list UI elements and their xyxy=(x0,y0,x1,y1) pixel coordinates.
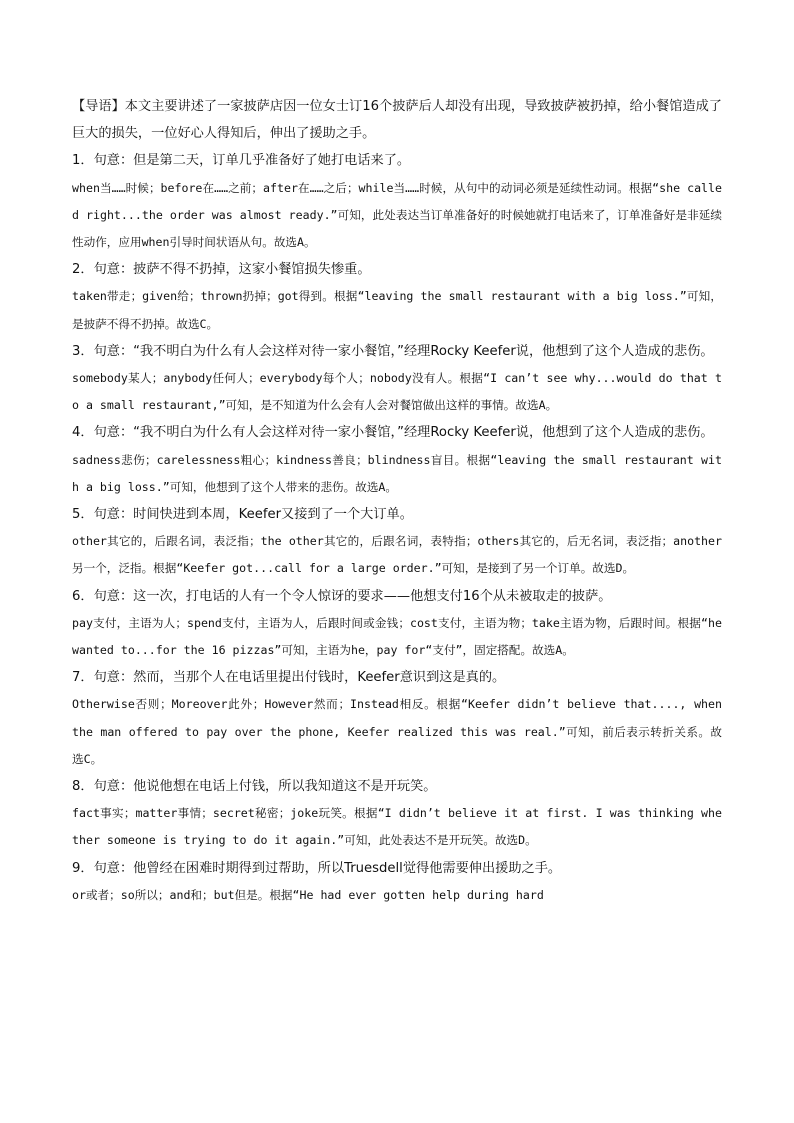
question-4: 4．句意：“我不明白为什么有人会这样对待一家小餐馆，”经理Rocky Keefer说，他想到了这个人造成的悲伤。 xyxy=(72,425,714,441)
analysis-8: fact事实；matter事情；secret秘密；joke玩笑。根据“I didn’t believe it at first. I was thinking whether someone is trying to do it again.”可知，此处表达不是开玩笑。故选D。 xyxy=(72,806,722,848)
analysis-9: or或者；so所以；and和；but但是。根据“He had ever gotten help during hard xyxy=(72,887,544,902)
analysis-1: when当……时候；before在……之前；after在……之后；while当……时候，从句中的动词必须是延续性动词。根据“she called right...the order was almost ready.”可知，此处表达当订单准备好的时候她就打电话来了，订单准备好是非延续性动作，应用when引导时间状语从句。故选A。 xyxy=(72,180,722,250)
analysis-3: somebody某人；anybody任何人；everybody每个人；nobody没有人。根据“I can’t see why...would do that to a small restaurant,”可知，是不知道为什么会有人会对餐馆做出这样的事情。故选A。 xyxy=(72,371,722,413)
intro-paragraph: 【导语】本文主要讲述了一家披萨店因一位女士订16个披萨后人却没有出现，导致披萨被扔掉，给小餐馆造成了巨大的损失，一位好心人得知后，伸出了援助之手。 xyxy=(72,99,722,142)
analysis-6: pay支付，主语为人；spend支付，主语为人，后跟时间或金钱；cost支付，主语为物；take主语为物，后跟时间。根据“he wanted to...for the 16 pizzas”可知，主语为he，pay for“支付”，固定搭配。故选A。 xyxy=(72,615,722,658)
question-9: 9．句意：他曾经在困难时期得到过帮助，所以Truesdell觉得他需要伸出援助之手。 xyxy=(72,860,562,876)
analysis-2: taken带走；given给；thrown扔掉；got得到。根据“leaving the small restaurant with a big loss.”可知，是披萨不得不扔掉。故选C。 xyxy=(72,289,722,331)
question-6: 6．句意：这一次，打电话的人有一个令人惊讶的要求——他想支付16个从未被取走的披萨。 xyxy=(72,588,612,604)
question-5: 5．句意：时间快进到本周，Keefer又接到了一个大订单。 xyxy=(72,507,413,523)
document-page xyxy=(72,93,722,909)
analysis-4: sadness悲伤；carelessness粗心；kindness善良；blindness盲目。根据“leaving the small restaurant with a big loss.”可知，他想到了这个人带来的悲伤。故选A。 xyxy=(72,452,722,494)
question-7: 7．句意：然而，当那个人在电话里提出付钱时，Keefer意识到这是真的。 xyxy=(72,670,506,686)
question-2: 2．句意：披萨不得不扔掉，这家小餐馆损失惨重。 xyxy=(72,262,371,278)
question-8: 8．句意：他说他想在电话上付钱，所以我知道这不是开玩笑。 xyxy=(72,779,437,795)
analysis-7: Otherwise否则；Moreover此外；However然而；Instead相反。根据“Keefer didn’t believe that...., when the man offered to pay over the phone, Keefer realized this was real.”可知，前后表示转折关系。故选C。 xyxy=(72,697,722,766)
question-1: 1．句意：但是第二天，订单几乎准备好了她打电话来了。 xyxy=(72,153,411,169)
analysis-5: other其它的，后跟名词，表泛指；the other其它的，后跟名词，表特指；others其它的，后无名词，表泛指；another另一个，泛指。根据“Keefer got...call for a large order.”可知，是接到了另一个订单。故选D。 xyxy=(72,534,722,576)
question-3: 3．句意：“我不明白为什么有人会这样对待一家小餐馆，”经理Rocky Keefer说，他想到了这个人造成的悲伤。 xyxy=(72,343,714,359)
